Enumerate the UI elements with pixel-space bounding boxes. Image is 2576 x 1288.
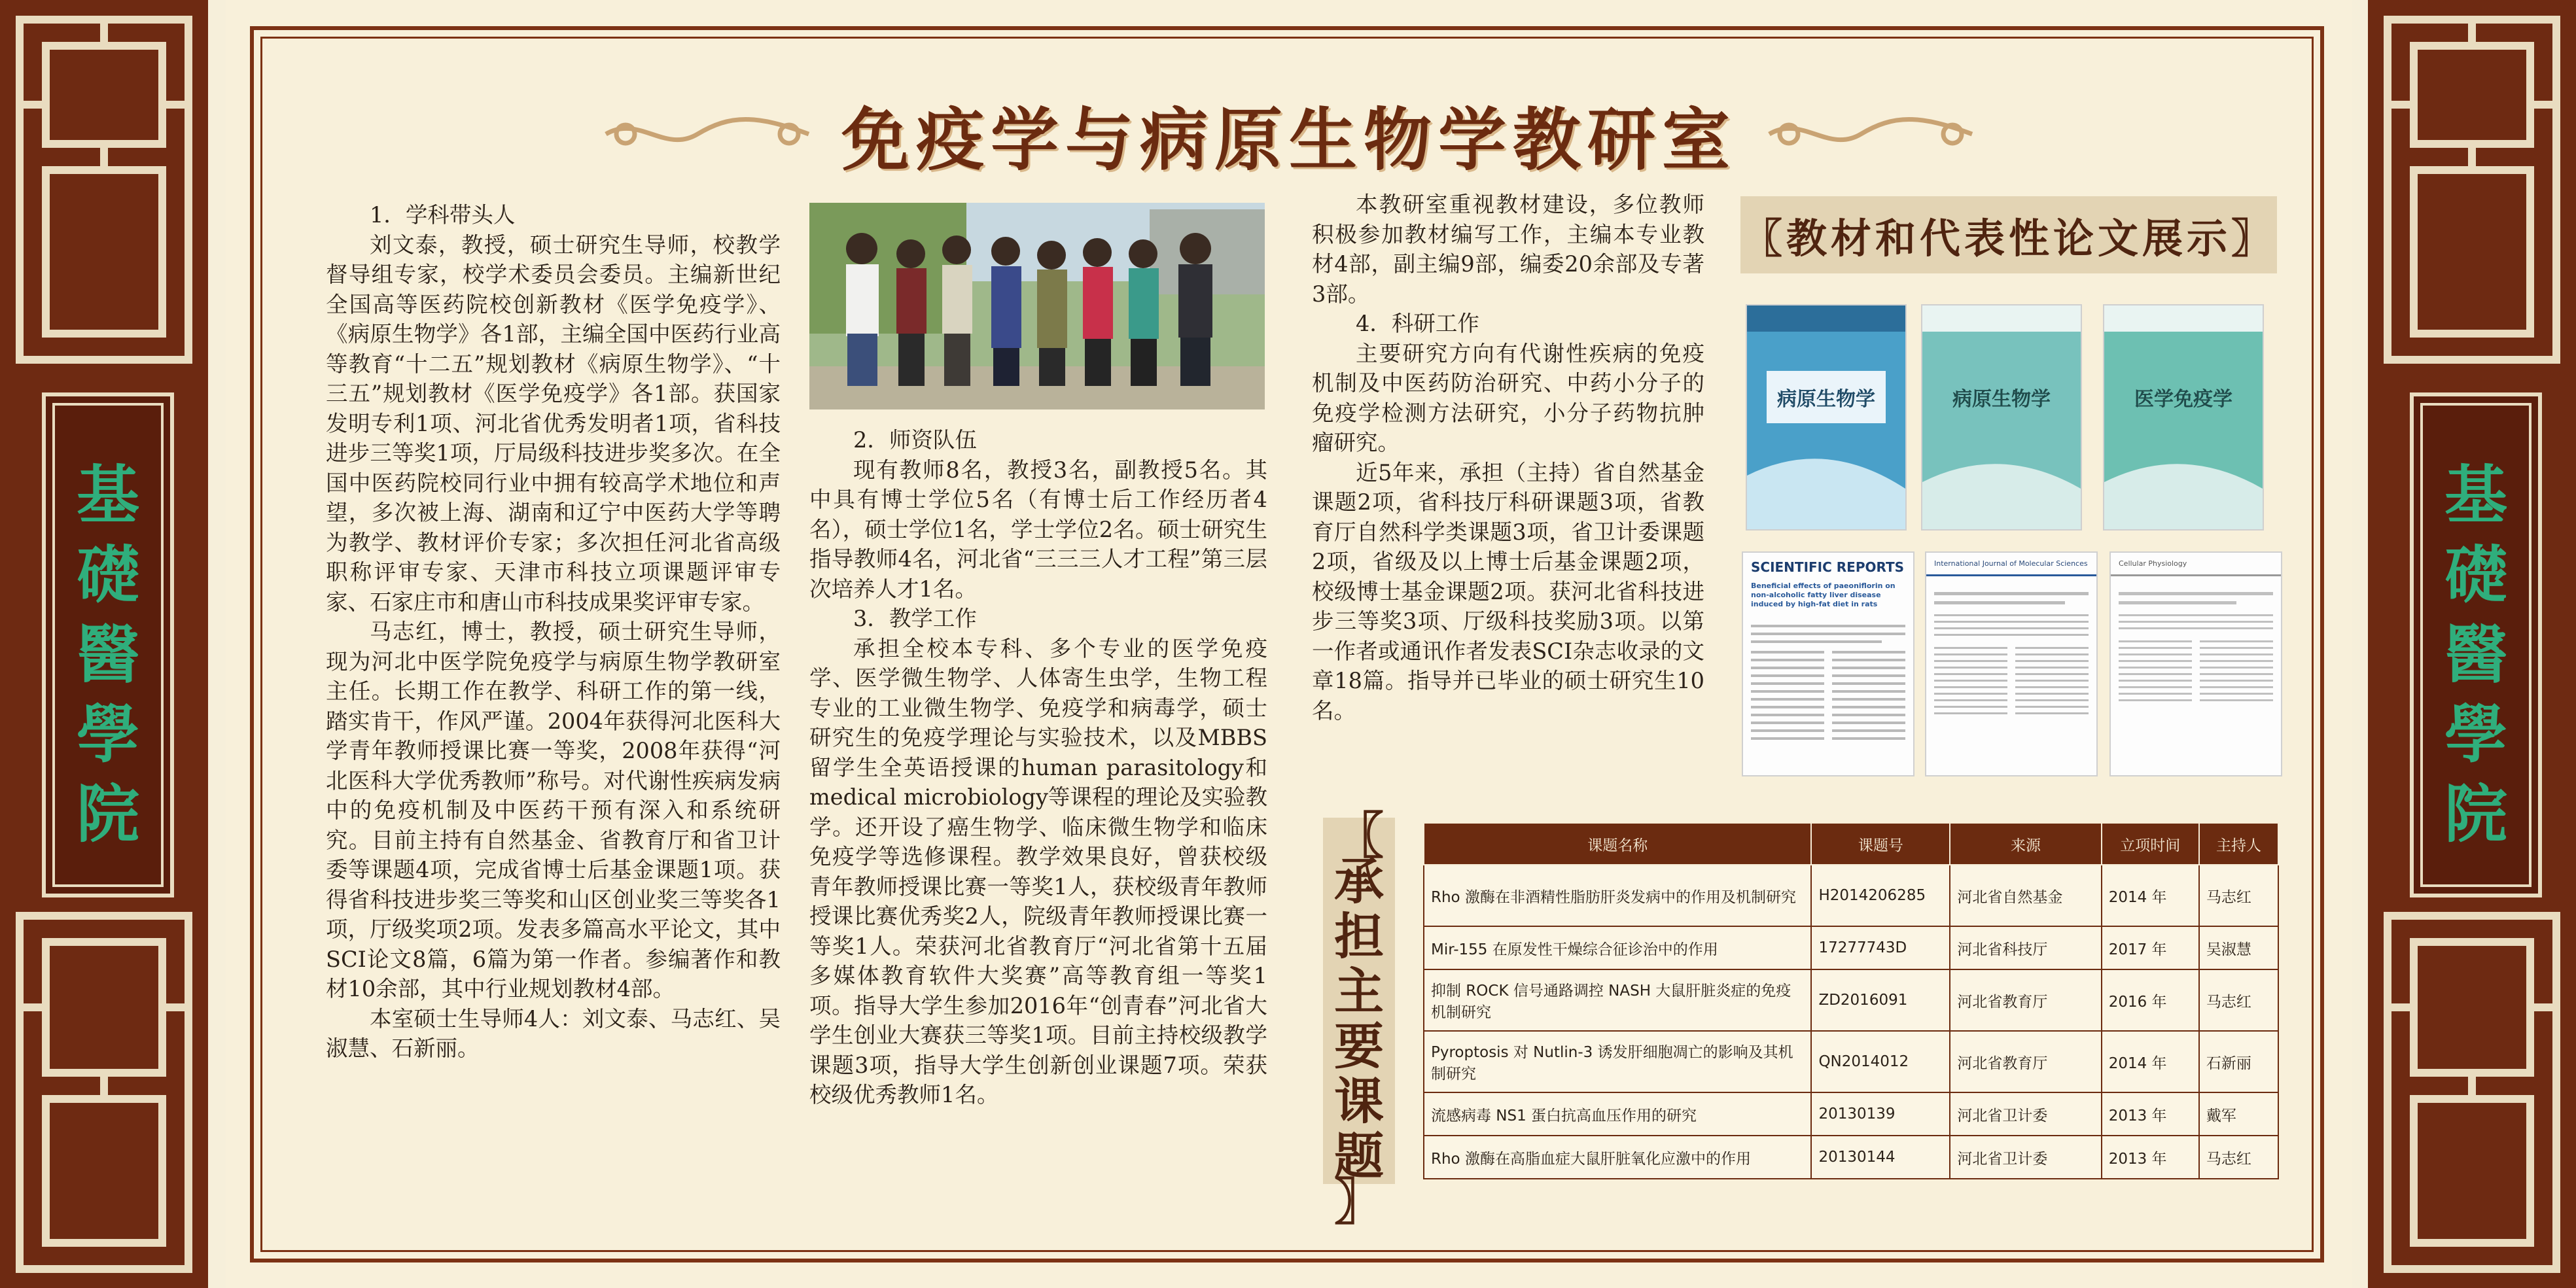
table-cell: 河北省卫计委 (1950, 1136, 2101, 1179)
left-lattice-panel (0, 0, 208, 1288)
book-cover (1746, 304, 1907, 531)
table-row (1424, 1031, 2278, 1092)
paper-thumbnail (2109, 551, 2282, 776)
table-cell: 2013 年 (2102, 1136, 2199, 1179)
table-cell: 20130139 (1811, 1092, 1950, 1136)
table-cell: 河北省教育厅 (1950, 969, 2101, 1031)
page-title: 免疫学与病原生物学教研室 (841, 99, 1737, 180)
table-cell: 17277743D (1811, 926, 1950, 969)
side-char: 院 (2444, 777, 2507, 851)
table-row (1424, 1136, 2278, 1179)
projects-vertical-banner (1323, 807, 1395, 1231)
paragraph: 近5年来，承担（主持）省自然基金课题2项，省科技厅科研课题3项，省教育厅自然科学类课题3项，省卫计委课题2项，省级及以上博士后基金课题2项，校级博士基金课题2项。获河北省科技进步三等奖3项、厅级科技奖励3项。以第一作者或通讯作者发表SCI杂志收录的文章18篇。指导并已毕业的硕士研究生10名。 (1312, 459, 1704, 723)
book-cover (2103, 304, 2264, 531)
table-cell: 马志红 (2199, 969, 2278, 1031)
banner-char: 要 (1334, 1017, 1384, 1075)
side-char: 學 (2444, 697, 2507, 771)
book-title: 医学免疫学 (2134, 388, 2232, 411)
frame-corner-ornament (2272, 26, 2324, 78)
table-cell: Rho 激酶在高脂血症大鼠肝脏氧化应激中的作用 (1424, 1136, 1811, 1179)
side-char: 礎 (77, 538, 139, 612)
table-cell: 河北省自然基金 (1950, 865, 2101, 926)
paper-title: Beneficial effects of paeoniflorin on non-alcoholic fatty liver disease induced by high-fat diet in rats (1751, 582, 1896, 608)
side-char: 醫 (77, 618, 139, 691)
table-cell: ZD2016091 (1811, 969, 1950, 1031)
table-cell: Pyroptosis 对 Nutlin-3 诱发肝细胞凋亡的影响及其机制研究 (1424, 1031, 1811, 1092)
side-label-right (2414, 455, 2538, 854)
column-header: 立项时间 (2102, 823, 2199, 865)
table-cell: 河北省卫计委 (1950, 1092, 2101, 1136)
frame-corner-ornament (250, 26, 302, 78)
section-heading: 2．师资队伍 (853, 427, 977, 453)
projects-table (1423, 822, 2279, 1179)
table-cell: Mir-155 在原发性干燥综合征诊治中的作用 (1424, 926, 1811, 969)
table-cell: 20130144 (1811, 1136, 1950, 1179)
paragraph: 主要研究方向有代谢性疾病的免疫机制及中医药防治研究、中药小分子的免疫学检测方法研究，小分子药物抗肿瘤研究。 (1312, 340, 1704, 455)
column-header: 主持人 (2199, 823, 2278, 865)
side-label-left (46, 455, 170, 854)
section-heading: 3．教学工作 (853, 606, 977, 631)
book-cover (1921, 304, 2082, 531)
column-discipline-leaders (326, 200, 781, 1064)
paper-thumbnail (1742, 551, 1914, 776)
table-cell: 2013 年 (2102, 1092, 2199, 1136)
table-row (1424, 926, 2278, 969)
book-title: 病原生物学 (1952, 388, 2051, 411)
column-header: 课题号 (1811, 823, 1950, 865)
table-cell: QN2014012 (1811, 1031, 1950, 1092)
side-char: 院 (77, 777, 139, 851)
side-char: 學 (77, 697, 139, 771)
vertical-banner-text (1323, 807, 1395, 1231)
column-header: 来源 (1950, 823, 2101, 865)
table-cell: 2014 年 (2102, 1031, 2199, 1092)
table-cell: 吴淑慧 (2199, 926, 2278, 969)
table-cell: H2014206285 (1811, 865, 1950, 926)
paper-journal: International Journal of Molecular Sciences (1926, 553, 2096, 576)
table-cell: 石新丽 (2199, 1031, 2278, 1092)
section-heading: 4．科研工作 (1356, 311, 1479, 336)
swirl-ornament-left (599, 114, 815, 154)
paragraph: 马志红，博士，教授，硕士研究生导师，现为河北中医学院免疫学与病原生物学教研室主任。长期工作在教学、科研工作的第一线，踏实肯干，作风严谨。2004年获得河北医科大学青年教师授课比赛一等奖，2008年获得“河北医科大学优秀教师”称号。对代谢性疾病发病中的免疫机制及中医药干预有深入和系统研究。目前主持有自然基金、省教育厅和省卫计委等课题4项，完成省博士后基金课题1项。获得省科技进步奖三等奖和山区创业奖三等奖各1项，厅级奖项2项。发表多篇高水平论文，其中SCI论文8篇，6篇为第一作者。参编著作和教材10余部，其中行业规划教材4部。 (326, 619, 781, 1001)
paragraph: 承担全校本专科、多个专业的医学免疫学、医学微生物学、人体寄生虫学，生物工程专业的工业微生物学、免疫学和病毒学，硕士研究生的免疫学理论与实验技术，以及MBBS留学生全英语授课的human parasitology和medical microbiology等课程的理论及实验教学。还开设了癌生物学、临床微生物学和临床免疫学等选修课程。教学效果良好，曾获校级青年教师授课比赛一等奖1人，获校级青年教师授课比赛优秀奖2人，院级青年教师授课比赛一等奖1人。荣获河北省教育厅“河北省第十五届多媒体教育软件大奖赛”高等教育组一等奖1项。指导大学生参加2016年“创青春”河北省大学生创业大赛获三等奖1项。目前主持校级教学课题3项，指导大学生创新创业课题7项。荣获校级优秀教师1名。 (809, 635, 1267, 1107)
book-title: 病原生物学 (1777, 388, 1875, 411)
frame-corner-ornament (250, 1210, 302, 1262)
column-header: 课题名称 (1424, 823, 1811, 865)
table-cell: 抑制 ROCK 信号通路调控 NASH 大鼠肝脏炎症的免疫机制研究 (1424, 969, 1811, 1031)
side-char: 基 (77, 458, 139, 532)
textbook-papers-banner: 〖教材和代表性论文展示〗 (1740, 196, 2277, 273)
table-cell: 流感病毒 NS1 蛋白抗高血压作用的研究 (1424, 1092, 1811, 1136)
paper-journal: Cellular Physiology (2111, 553, 2281, 576)
table-cell: 2014 年 (2102, 865, 2199, 926)
swirl-ornament-right (1763, 114, 1979, 154)
side-char: 醫 (2444, 618, 2507, 691)
table-row (1424, 969, 2278, 1031)
section-heading: 1．学科带头人 (370, 202, 516, 228)
table-row (1424, 1092, 2278, 1136)
table-cell: 马志红 (2199, 1136, 2278, 1179)
table-cell: 2017 年 (2102, 926, 2199, 969)
side-char: 基 (2444, 458, 2507, 532)
table-cell: Rho 激酶在非酒精性脂肪肝炎发病中的作用及机制研究 (1424, 865, 1811, 926)
table-cell: 河北省科技厅 (1950, 926, 2101, 969)
paragraph: 刘文泰，教授，硕士研究生导师，校教学督导组专家，校学术委员会委员。主编新世纪全国高等医药院校创新教材《医学免疫学》、《病原生物学》各1部，主编全国中医药行业高等教育“十二五”规划教材《病原生物学》、“十三五”规划教材《医学免疫学》各1部。获国家发明专利1项、河北省优秀发明者1项，省科技进步三等奖1项，厅局级科技进步奖多次。在全国中医药院校同行业中拥有较高学术地位和声望，多次被上海、湖南和辽宁中医药大学等聘为教学、教材评价专家；多次担任河北省高级职称评审专家、天津市科技立项课题评审专家、石家庄市和唐山市科技成果奖评审专家。 (326, 232, 781, 615)
left-side-plaque (42, 392, 174, 897)
banner-char: 〗 (1334, 1173, 1384, 1231)
table-cell: 河北省教育厅 (1950, 1031, 2101, 1092)
column-textbooks-research (1312, 190, 1704, 725)
group-photo (809, 203, 1265, 409)
banner-char: 题 (1334, 1127, 1384, 1185)
table-cell: 2016 年 (2102, 969, 2199, 1031)
side-char: 礎 (2444, 538, 2507, 612)
paper-journal: SCIENTIFIC REPORTS (1751, 559, 1905, 575)
paragraph: 本室硕士生导师4人：刘文泰、马志红、吴淑慧、石新丽。 (326, 1005, 781, 1061)
table-cell: 戴军 (2199, 1092, 2278, 1136)
paper-thumbnail (1925, 551, 2098, 776)
right-lattice-panel (2368, 0, 2576, 1288)
banner-char: 〖 (1334, 807, 1384, 865)
table-row (1424, 865, 2278, 926)
table-header-row (1424, 823, 2278, 865)
banner-char: 主 (1334, 962, 1384, 1020)
table-cell: 马志红 (2199, 865, 2278, 926)
frame-corner-ornament (2272, 1210, 2324, 1262)
banner-char: 课 (1334, 1072, 1384, 1130)
right-side-plaque (2410, 392, 2542, 897)
banner-char: 担 (1334, 907, 1384, 966)
column-faculty-teaching (809, 425, 1267, 1110)
banner-char: 承 (1334, 852, 1384, 911)
paragraph: 现有教师8名，教授3名，副教授5名。其中具有博士学位5名（有博士后工作经历者4名），硕士学位1名，学士学位2名。硕士研究生指导教师4名，河北省“三三三人才工程”第三层次培养人才1名。 (809, 457, 1267, 602)
title-area (432, 92, 2146, 180)
paragraph: 本教研室重视教材建设，多位教师积极参加教材编写工作，主编本专业教材4部，副主编9部，编委20余部及专著3部。 (1312, 192, 1704, 307)
